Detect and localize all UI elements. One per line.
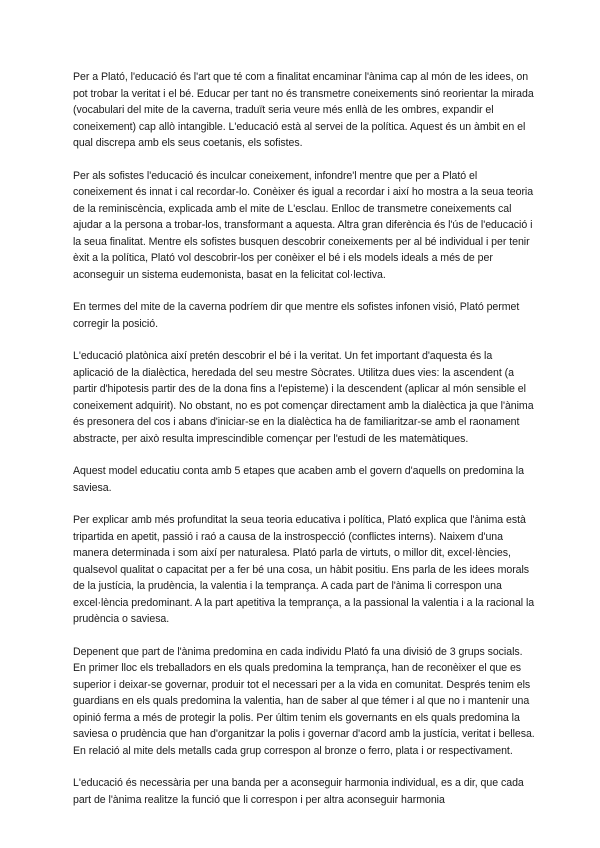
paragraph-cave-myth: En termes del mite de la caverna podríem dir que mentre els sofistes infonen visió, Plató permet corregir la posició. [73, 301, 520, 330]
paragraph-social-groups: Depenent que part de l'ànima predomina en cada individu Plató fa una divisió de 3 grups socials. En primer lloc els treballadors en els quals predomina la temprança, han de reconèixer el que es superior i deixar-se governar, produir tot el necessari per a la vida en comunitat. Després tenim els guardians en els quals predomina la valentia, han de saber al que témer i al que no i mantenir una opinió ferma a més de protegir la polis. Per últim tenim els governants en els quals predomina la saviesa o prudència que han d'organitzar la polis i governar d'acord amb la justícia, veritat i bellesa. En relació al mite dels metalls cada grup correspon al bronze o ferro, plata i or respectivament. [73, 645, 535, 757]
paragraph-dialectic: L'educació platònica així pretén descobrir el bé i la veritat. Un fet important d'aquesta és la aplicació de la dialèctica, heredada del seu mestre Sòcrates. Utilitza dues vies: la ascendent (a partir d'hipotesis partir des de la dona fins a l'episteme) i la descendent (aplicar al món sensible el coneixement adquirit). No obstant, no es pot començar directament amb la dialèctica ja que l'ànima és presonera del cos i abans d'iniciar-se en la dialèctica ha de familiaritzar-se amb el raonament abstracte, per això resulta imprescindible començar per l'estudi de les matemàtiques. [73, 350, 534, 445]
paragraph-five-stages: Aquest model educatiu conta amb 5 etapes que acaben amb el govern d'aquells on predomina la saviesa. [73, 465, 524, 494]
paragraph-tripartite-soul: Per explicar amb més profunditat la seua teoria educativa i política, Plató explica que l'ànima està tripartida en apetit, passió i raó a causa de la instrospecció (conflictes interns). Naixem d'una manera determinada i som així per naturalesa. Plató parla de virtuts, o millor dit, excel·lències, qualsevol qualitat o capacitat per a fer bé una cosa, un hàbit positiu. Ens parla de les idees morals de la justícia, la prudència, la valentia i la temprança. A cada part de l'ànima li correspon una excel·lència predominant. A la part apetitiva la temprança, a la passional la valentia i a la racional la prudència o saviesa. [73, 514, 535, 625]
document-body [73, 69, 535, 824]
paragraph-sophists-comparison: Per als sofistes l'educació és inculcar coneixement, infondre'l mentre que per a Plató el coneixement és innat i cal recordar-lo. Conèixer és igual a recordar i així ho mostra a la seua teoria de la reminiscència, explicada amb el mite de L'esclau. Enlloc de transmetre coneixements cal ajudar a la persona a trobar-los, transformant a aquesta. Altra gran diferència és l'ús de l'educació i la seua finalitat. Mentre els sofistes busquen descobrir coneixements per al bé individual i per tenir èxit a la política, Plató vol descobrir-los per conèixer el bé i els models ideals a més de per aconseguir un sistema eudemonista, basat en la felicitat col·lectiva. [73, 169, 534, 281]
paragraph-education-definition: Per a Plató, l'educació és l'art que té com a finalitat encaminar l'ànima cap al món de les idees, on pot trobar la veritat i el bé. Educar per tant no és transmetre coneixements sinó reorientar la mirada (vocabulari del mite de la caverna, traduït seria veure més enllà de les ombres, expandir el coneixement) cap allò intangible. L'educació està al servei de la política. Aquest és un àmbit en el qual discrepa amb els seus coetanis, els sofistes. [73, 71, 534, 149]
paragraph-harmony: L'educació és necessària per una banda per a aconseguir harmonia individual, es a dir, que cada part de l'ànima realitze la funció que li correspon i per altra aconseguir harmonia [73, 777, 524, 806]
